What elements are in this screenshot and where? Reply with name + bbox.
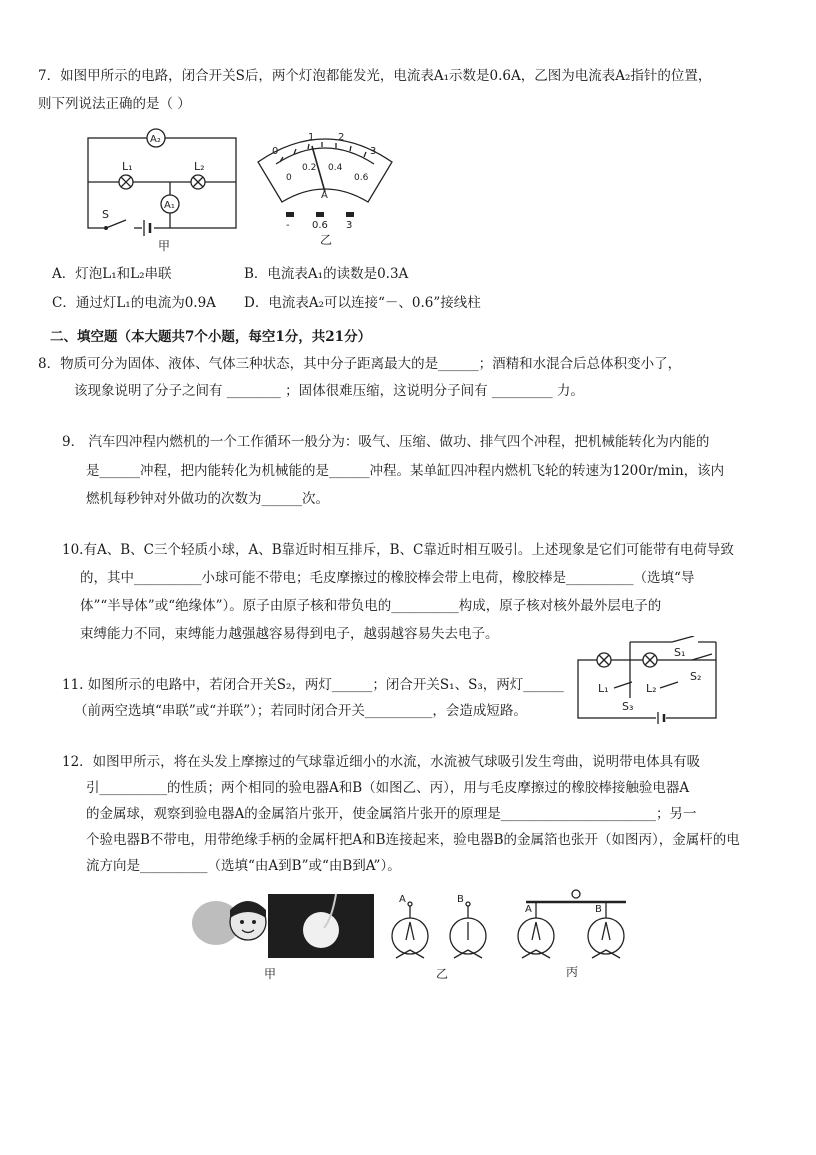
q10-line4: 束缚能力不同，束缚能力越强越容易得到电子，越弱越容易失去电子。 <box>80 626 499 642</box>
q12-line3: 的金属球，观察到验电器A的金属箔片张开，使金属箔片张开的原理是_______________________；另一 <box>86 806 697 822</box>
fig-bing-label: 丙 <box>566 965 579 979</box>
dial-unit: A <box>321 190 328 201</box>
q7-option-a: A．灯泡L₁和L₂串联 <box>52 266 172 282</box>
q11-l1-label: L₁ <box>598 682 609 695</box>
scale-bottom-2: 0.4 <box>328 163 343 173</box>
q12-line1: 12．如图甲所示，将在头发上摩擦过的气球靠近细小的水流，水流被气球吸引发生弯曲，说明带电体具有吸 <box>62 754 701 770</box>
terminal-3: 3 <box>346 220 353 231</box>
water-stream-photo <box>268 894 374 958</box>
fig-jia-caption: 甲 <box>158 239 171 253</box>
yi-a-label: A <box>399 894 406 905</box>
q7-line2: 则下列说法正确的是（ ） <box>38 96 191 112</box>
circuit-diagram-q11 <box>574 636 724 726</box>
q7-line1: 7．如图甲所示的电路，闭合开关S后，两个灯泡都能发光，电流表A₁示数是0.6A，乙图为电流表A₂指针的位置， <box>38 68 712 84</box>
q11-s3-label: S₃ <box>622 700 634 713</box>
lamp-l2-label: L₂ <box>194 160 205 173</box>
q7-option-c: C．通过灯L₁的电流为0.9A <box>52 295 216 311</box>
q9-line2: 是______冲程，把内能转化为机械能的是______冲程。某单缸四冲程内燃机飞轮的转速为1200r/min，该内 <box>86 463 725 479</box>
scale-bottom-3: 0.6 <box>354 173 369 183</box>
q10-line3: 体”“半导体”或“绝缘体”）。原子由原子核和带负电的__________构成，原子核对核外最外层电子的 <box>80 598 662 614</box>
q11-s1-label: S₁ <box>674 646 686 659</box>
section-heading: 二、填空题（本大题共7个小题，每空1分，共21分） <box>50 329 372 345</box>
q7-option-b: B．电流表A₁的读数是0.3A <box>244 266 409 282</box>
scale-bottom-1: 0.2 <box>302 163 317 173</box>
q11-s2-label: S₂ <box>690 670 702 683</box>
q9-line1: 9． 汽车四冲程内燃机的一个工作循环一般分为：吸气、压缩、做功、排气四个冲程，把机械能转化为内能的 <box>62 434 710 450</box>
ammeter-a2-label: A₂ <box>150 134 161 145</box>
terminal-neg: - <box>286 220 290 231</box>
q11-line1: 11. 如图所示的电路中，若闭合开关S₂，两灯______；闭合开关S₁、S₃，两灯______ <box>62 677 564 693</box>
circuit-diagram-jia <box>80 120 250 255</box>
lamp-l1-label: L₁ <box>122 160 133 173</box>
q7-option-d: D．电流表A₂可以连接“－、0.6”接线柱 <box>244 295 481 311</box>
ammeter-a1-label: A₁ <box>164 200 175 211</box>
q11-l2-label: L₂ <box>646 682 657 695</box>
bing-b-label: B <box>595 904 602 915</box>
q10-line1: 10.有A、B、C三个轻质小球，A、B靠近时相互排斥，B、C靠近时相互吸引。上述现象是它们可能带有电荷导致 <box>62 542 734 558</box>
q9-line3: 燃机每秒钟对外做功的次数为______次。 <box>86 491 329 507</box>
q8-line1: 8．物质可分为固体、液体、气体三种状态，其中分子距离最大的是______；酒精和水混合后总体积变小了， <box>38 356 682 372</box>
q12-line4: 个验电器B不带电，用带绝缘手柄的金属杆把A和B连接起来，验电器B的金属箔也张开（如图丙），金属杆的电 <box>86 832 740 848</box>
scale-bottom-0: 0 <box>286 173 292 183</box>
q10-line2: 的，其中__________小球可能不带电；毛皮摩擦过的橡胶棒会带上电荷，橡胶棒是__________（选填“导 <box>80 570 695 586</box>
scale-top-2: 2 <box>338 132 345 143</box>
q12-line5: 流方向是__________（选填“由A到B”或“由B到A”）。 <box>86 858 401 874</box>
bing-a-label: A <box>525 904 532 915</box>
q12-line2: 引__________的性质；两个相同的验电器A和B（如图乙、丙），用与毛皮摩擦过的橡胶棒接触验电器A <box>86 780 690 796</box>
scale-top-1: 1 <box>308 132 315 143</box>
fig-jia-label: 甲 <box>264 967 277 981</box>
scale-top-3: 3 <box>370 146 377 157</box>
q11-line2: （前两空选填“串联”或“并联”）；若同时闭合开关__________，会造成短路。 <box>74 703 527 719</box>
ammeter-dial-yi <box>250 124 400 249</box>
terminal-06: 0.6 <box>312 220 328 231</box>
q8-line2: 该现象说明了分子之间有 ________ ；固体很难压缩，这说明分子间有 _________ 力。 <box>74 383 584 399</box>
scale-top-0: 0 <box>272 146 279 157</box>
yi-b-label: B <box>457 894 464 905</box>
switch-s-label: S <box>102 208 109 221</box>
fig-yi-caption: 乙 <box>320 233 333 247</box>
q12-figures <box>186 888 656 983</box>
girl-balloon-photo <box>192 901 266 945</box>
fig-yi-label: 乙 <box>436 967 449 981</box>
